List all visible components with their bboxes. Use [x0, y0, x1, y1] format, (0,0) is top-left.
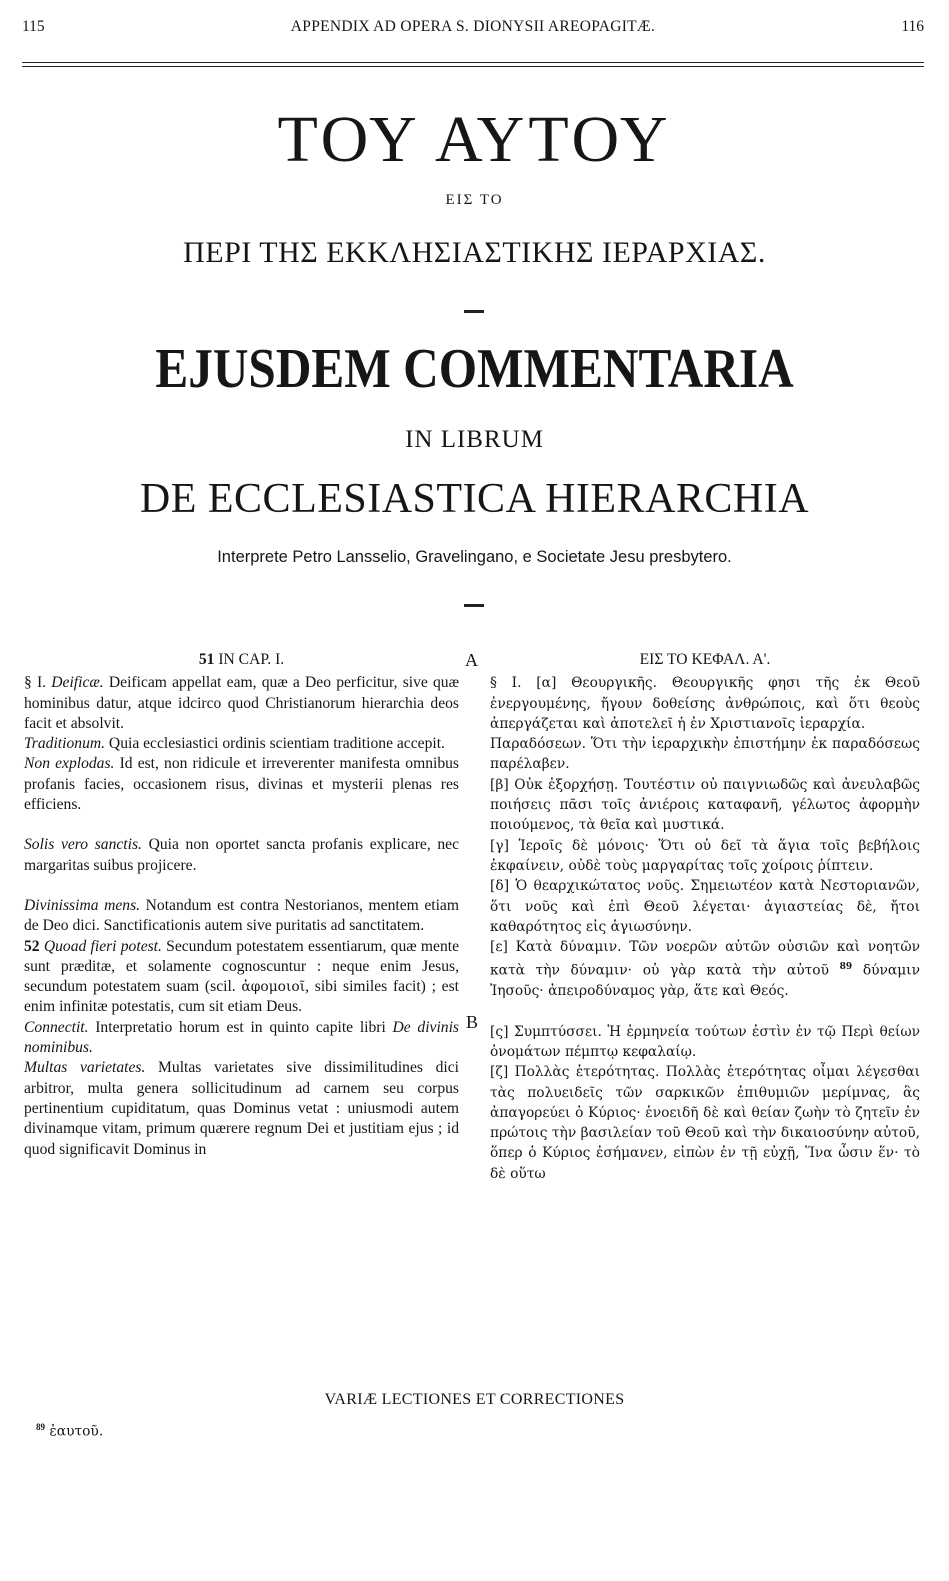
title-divider: [464, 310, 484, 313]
lemma: Non explodas.: [24, 755, 115, 773]
paragraph: Solis vero sanctis. Quia non oportet sancta profanis explicare, nec margaritas suibus projicere.: [24, 836, 460, 874]
paragraph: [δ] Ὁ θεαρχικώτατος νοῦς. Σημειωτέον κατὰ Νεστοριανῶν, ὅτι νοῦς καὶ ἐπὶ Θεοῦ λέγεται· ἁγιαστείας δὲ, ἤτοι καθαρότητος εἰς ἁγιωσύνην.: [490, 878, 920, 935]
left-column-latin: [24, 650, 459, 1160]
footnote-number: 89: [36, 1422, 45, 1432]
paragraph: [β] Οὐκ ἐξορχήσῃ. Τουτέστιν οὐ παιγνιωδῶς καὶ ἀνευλαβῶς ποιήσεις πᾶσι τοῖς ἀνιέροις καταφανῆ, γέλωτος ἀφορμὴν ποιούμενος, τὰ θεῖα καὶ μυστικά.: [490, 776, 920, 834]
greek-title-sub: ΕΙΣ ΤΟ: [445, 192, 504, 208]
page-number-right: 116: [901, 18, 924, 35]
paragraph: Connectit. Interpretatio horum est in quinto capite libri De divinis nominibus.: [24, 1018, 459, 1057]
variant-note: $^{89}$ ἑαυτοῦ.: [36, 1422, 104, 1440]
lemma: Deificæ.: [51, 674, 104, 692]
paragraph: [γ] Ἱεροῖς δὲ μόνοις· Ὅτι οὐ δεῖ τὰ ἅγια τοῖς βεβήλοις ἐκφαίνειν, οὐδὲ τοὺς μαργαρίτας τοῖς χοίροις ῥίπτειν.: [490, 837, 920, 874]
section-number: 51: [198, 651, 215, 668]
paragraph: Παραδόσεων. Ὅτι τὴν ἱεραρχικὴν ἐπιστήμην ἐκ παραδόσεως παρέλαβεν.: [490, 736, 920, 773]
right-column-heading: ΕΙΣ ΤΟ ΚΕΦΑΛ. Α'.: [639, 651, 771, 668]
right-column-greek: [490, 650, 920, 1184]
lemma: Divinissima mens.: [24, 896, 141, 914]
lemma: Multas varietates.: [24, 1059, 146, 1077]
latin-title-work: DE ECCLESIASTICA HIERARCHIA: [139, 476, 810, 522]
running-title: APPENDIX AD OPERA S. DIONYSII AREOPAGITÆ.: [290, 18, 656, 35]
latin-subtitle: Interprete Petro Lansselio, Gravelingano, e Societate Jesu presbytero.: [217, 548, 732, 566]
latin-title-sub: IN LIBRUM: [405, 426, 544, 453]
paragraph: § Ι. [α] Θεουργικῆς. Θεουργικῆς φησι τῆς ἐκ Θεοῦ ἐνεργουμένης, ἤγουν δοθείσης ἀνθρώποις, καὶ ὅτι θεοὺς ἀπεργάζεται καὶ ἀποτελεῖ ἡ ἐν Χριστιανοῖς ἱεραρχία.: [490, 675, 920, 732]
margin-letter-a: A: [465, 650, 478, 670]
lemma: Traditionum.: [24, 735, 106, 753]
paragraph: Multas varietates. Multas varietates sive dissimilitudines dici arbitror, multa genera sollicitudinum ad carnem seu corpus pertinentium cupiditatum, quas Dominus vetat : uniusmodi autem divinamque vitam, primum quærere regnum Dei et justitiam ejus ; id quod significavit Dominus in: [24, 1059, 459, 1158]
running-header: [22, 18, 924, 40]
footnote-marker: 89: [839, 962, 853, 973]
lemma: Connectit.: [24, 1018, 89, 1036]
paragraph: Traditionum. Quia ecclesiastici ordinis scientiam traditione accepit.: [24, 735, 445, 753]
paragraph: [ς] Συμπτύσσει. Ἡ ἑρμηνεία τούτων ἐστὶν ἐν τῷ Περὶ θείων ὀνομάτων πέμπτῳ κεφαλαίῳ.: [490, 1023, 920, 1060]
paragraph: [ε] Κατὰ δύναμιν. Τῶν νοερῶν αὐτῶν οὐσιῶν καὶ νοητῶν κατὰ τὴν δύναμιν· οὐ γὰρ κατὰ τὴν αὐτοῦ $^{89}$ δύναμιν Ἰησοῦς· ἀπειροδύναμος γὰρ, ἅτε καὶ Θεός.: [490, 939, 920, 1000]
lemma: Solis vero sanctis.: [24, 836, 142, 854]
paragraph: § I. Deificæ. Deificam appellat eam, quæ a Deo perficitur, sive quæ hominibus datur, atque idcirco quod Christianorum hierarchia deos facit et absolvit.: [24, 674, 460, 732]
paragraph: 52 Quoad fieri potest. Secundum potestatem essentiarum, quæ mente sunt præditæ, et solamente cognoscuntur : neque enim Jesus, secundum potestatem suam (scil. ἀφομοιοῖ, sibi similes facit) ; est enim infinitæ potestatis, cum sit etiam Deus.: [24, 937, 460, 1016]
variae-lectiones-heading: VARIÆ LECTIONES ET CORRECTIONES: [324, 1391, 625, 1408]
paragraph: [ζ] Πολλὰς ἑτερότητας. Πολλὰς ἑτερότητας οἶμαι λέγεσθαι τὰς πολυειδεῖς τῶν σαρκικῶν ἐπιθυμιῶν μερίμνας, ἃς ἀπαγορεύει ὁ Κύριος· ἑνοειδῆ δὲ καὶ θείαν ζωὴν τὸ ζητεῖν ἐν πρώτοις τὴν βασιλείαν τοῦ Θεοῦ καὶ τὴν δικαιοσύνην αὐτοῦ, ὅπερ ὁ Κύριος ἐσήμανεν, εἰπὼν ἐν τῇ εὐχῇ, Ἵνα ὦσιν ἕν· τὸ δὲ οὕτω: [490, 1064, 920, 1182]
margin-letter-b: B: [466, 1012, 479, 1032]
lemma: Quoad fieri potest.: [39, 937, 162, 955]
latin-title-main: EJUSDEM COMMENTARIA: [155, 338, 794, 400]
greek-title-main: ΤΟΥ ΑΥΤΟΥ: [277, 103, 672, 176]
greek-title-work: ΠΕΡΙ ΤΗΣ ΕΚΚΛΗΣΙΑΣΤΙΚΗΣ ΙΕΡΑΡΧΙΑΣ.: [183, 236, 766, 269]
header-rule-bottom: [22, 66, 924, 67]
header-rule-top: [22, 62, 924, 63]
left-column-heading: 51 IN CAP. I.: [198, 651, 285, 668]
paragraph: Non explodas. Id est, non ridicule et irreverenter manifesta omnibus profanis facies, occasionem risus, divinas et mysterii plenas res efficiens.: [24, 755, 459, 814]
page-number-left: 115: [22, 18, 45, 35]
section-number: 52: [24, 937, 40, 955]
paragraph: Divinissima mens. Notandum est contra Nestorianos, mentem etiam de Deo dici. Sanctificationis autem sive puritatis ad sanctitatem.: [24, 896, 459, 935]
subtitle-divider: [464, 604, 484, 607]
